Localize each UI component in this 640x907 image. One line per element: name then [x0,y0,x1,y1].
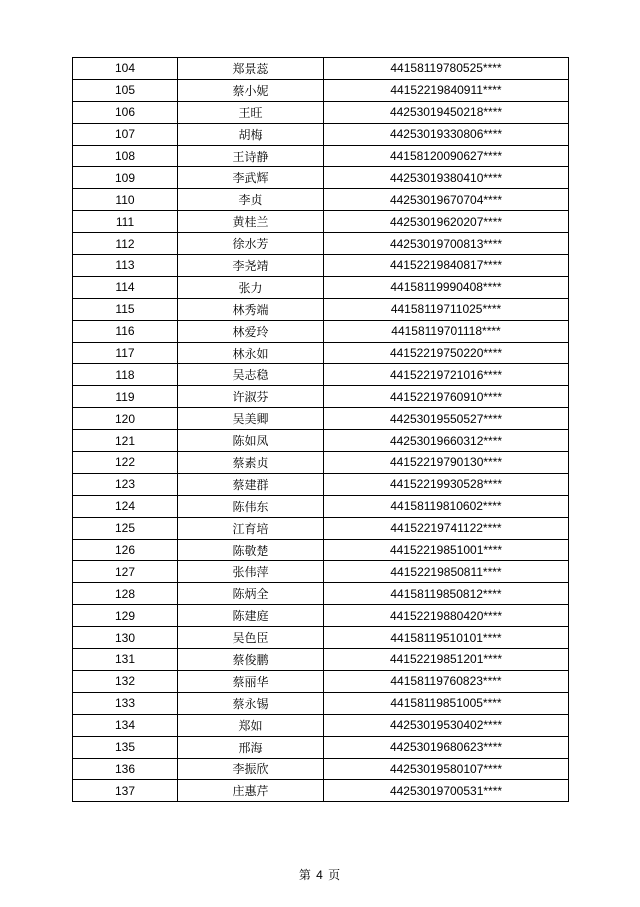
table-row [73,430,569,452]
row-number-cell: 124 [73,495,178,517]
row-number-cell: 127 [73,561,178,583]
name-cell: 陈炳全 [178,583,324,605]
roster-table [72,57,569,802]
id-number-cell: 44158119780525**** [324,58,569,80]
id-number-cell: 44152219851201**** [324,649,569,671]
id-number-cell: 44152219760910**** [324,386,569,408]
id-number-cell: 44253019330806**** [324,123,569,145]
id-number-cell: 44158120090627**** [324,145,569,167]
id-number-cell: 44152219840911**** [324,79,569,101]
table-row [73,408,569,430]
page-number-footer: 第 4 页 [298,868,342,882]
row-number-cell: 113 [73,255,178,277]
name-cell: 吴色臣 [178,627,324,649]
id-number-cell: 44253019700531**** [324,780,569,802]
row-number-cell: 123 [73,473,178,495]
roster-table-body [73,58,569,802]
table-row [73,276,569,298]
id-number-cell: 44152219880420**** [324,605,569,627]
row-number-cell: 112 [73,233,178,255]
table-row [73,320,569,342]
name-cell: 蔡丽华 [178,670,324,692]
id-number-cell: 44253019380410**** [324,167,569,189]
name-cell: 陈敬楚 [178,539,324,561]
name-cell: 张伟萍 [178,561,324,583]
name-cell: 李振欣 [178,758,324,780]
id-number-cell: 44253019580107**** [324,758,569,780]
table-row [73,780,569,802]
table-row [73,758,569,780]
table-row [73,539,569,561]
row-number-cell: 131 [73,649,178,671]
row-number-cell: 122 [73,452,178,474]
table-row [73,627,569,649]
row-number-cell: 137 [73,780,178,802]
name-cell: 吴志稳 [178,364,324,386]
table-row [73,670,569,692]
name-cell: 李武辉 [178,167,324,189]
id-number-cell: 44158119810602**** [324,495,569,517]
row-number-cell: 120 [73,408,178,430]
name-cell: 江育培 [178,517,324,539]
name-cell: 王旺 [178,101,324,123]
id-number-cell: 44158119990408**** [324,276,569,298]
table-row [73,58,569,80]
table-row [73,298,569,320]
table-row [73,211,569,233]
row-number-cell: 130 [73,627,178,649]
name-cell: 蔡小妮 [178,79,324,101]
name-cell: 郑如 [178,714,324,736]
row-number-cell: 132 [73,670,178,692]
table-row [73,123,569,145]
table-row [73,517,569,539]
table-row [73,649,569,671]
table-row [73,145,569,167]
id-number-cell: 44152219790130**** [324,452,569,474]
name-cell: 李贞 [178,189,324,211]
name-cell: 蔡永锡 [178,692,324,714]
row-number-cell: 135 [73,736,178,758]
table-row [73,255,569,277]
row-number-cell: 110 [73,189,178,211]
row-number-cell: 118 [73,364,178,386]
name-cell: 许淑芬 [178,386,324,408]
id-number-cell: 44253019620207**** [324,211,569,233]
row-number-cell: 125 [73,517,178,539]
table-row [73,736,569,758]
id-number-cell: 44253019670704**** [324,189,569,211]
id-number-cell: 44253019660312**** [324,430,569,452]
id-number-cell: 44152219741122**** [324,517,569,539]
id-number-cell: 44158119510101**** [324,627,569,649]
name-cell: 蔡建群 [178,473,324,495]
id-number-cell: 44253019680623**** [324,736,569,758]
table-row [73,364,569,386]
name-cell: 徐水芳 [178,233,324,255]
table-row [73,561,569,583]
row-number-cell: 104 [73,58,178,80]
row-number-cell: 134 [73,714,178,736]
row-number-cell: 105 [73,79,178,101]
row-number-cell: 106 [73,101,178,123]
id-number-cell: 44158119850812**** [324,583,569,605]
row-number-cell: 136 [73,758,178,780]
row-number-cell: 114 [73,276,178,298]
row-number-cell: 133 [73,692,178,714]
name-cell: 邢海 [178,736,324,758]
name-cell: 林爱玲 [178,320,324,342]
id-number-cell: 44152219750220**** [324,342,569,364]
table-row [73,189,569,211]
table-row [73,495,569,517]
name-cell: 庄惠芹 [178,780,324,802]
row-number-cell: 119 [73,386,178,408]
name-cell: 陈伟东 [178,495,324,517]
name-cell: 蔡素贞 [178,452,324,474]
id-number-cell: 44253019700813**** [324,233,569,255]
row-number-cell: 128 [73,583,178,605]
id-number-cell: 44158119760823**** [324,670,569,692]
row-number-cell: 116 [73,320,178,342]
table-row [73,386,569,408]
table-row [73,167,569,189]
table-row [73,605,569,627]
row-number-cell: 121 [73,430,178,452]
row-number-cell: 108 [73,145,178,167]
table-row [73,101,569,123]
row-number-cell: 109 [73,167,178,189]
name-cell: 李尧靖 [178,255,324,277]
id-number-cell: 44253019450218**** [324,101,569,123]
table-row [73,714,569,736]
id-number-cell: 44152219840817**** [324,255,569,277]
table-row [73,452,569,474]
id-number-cell: 44152219851001**** [324,539,569,561]
name-cell: 黄桂兰 [178,211,324,233]
table-row [73,79,569,101]
row-number-cell: 107 [73,123,178,145]
id-number-cell: 44158119711025**** [324,298,569,320]
name-cell: 张力 [178,276,324,298]
id-number-cell: 44158119701118**** [324,320,569,342]
name-cell: 蔡俊鹏 [178,649,324,671]
table-row [73,233,569,255]
row-number-cell: 111 [73,211,178,233]
name-cell: 陈建庭 [178,605,324,627]
name-cell: 郑景蕊 [178,58,324,80]
row-number-cell: 115 [73,298,178,320]
name-cell: 吴美卿 [178,408,324,430]
row-number-cell: 129 [73,605,178,627]
name-cell: 王诗静 [178,145,324,167]
row-number-cell: 126 [73,539,178,561]
name-cell: 胡梅 [178,123,324,145]
name-cell: 林秀端 [178,298,324,320]
row-number-cell: 117 [73,342,178,364]
id-number-cell: 44152219930528**** [324,473,569,495]
table-row [73,473,569,495]
id-number-cell: 44253019530402**** [324,714,569,736]
table-row [73,692,569,714]
table-row [73,583,569,605]
name-cell: 林永如 [178,342,324,364]
table-row [73,342,569,364]
name-cell: 陈如凤 [178,430,324,452]
id-number-cell: 44152219850811**** [324,561,569,583]
id-number-cell: 44158119851005**** [324,692,569,714]
id-number-cell: 44253019550527**** [324,408,569,430]
id-number-cell: 44152219721016**** [324,364,569,386]
